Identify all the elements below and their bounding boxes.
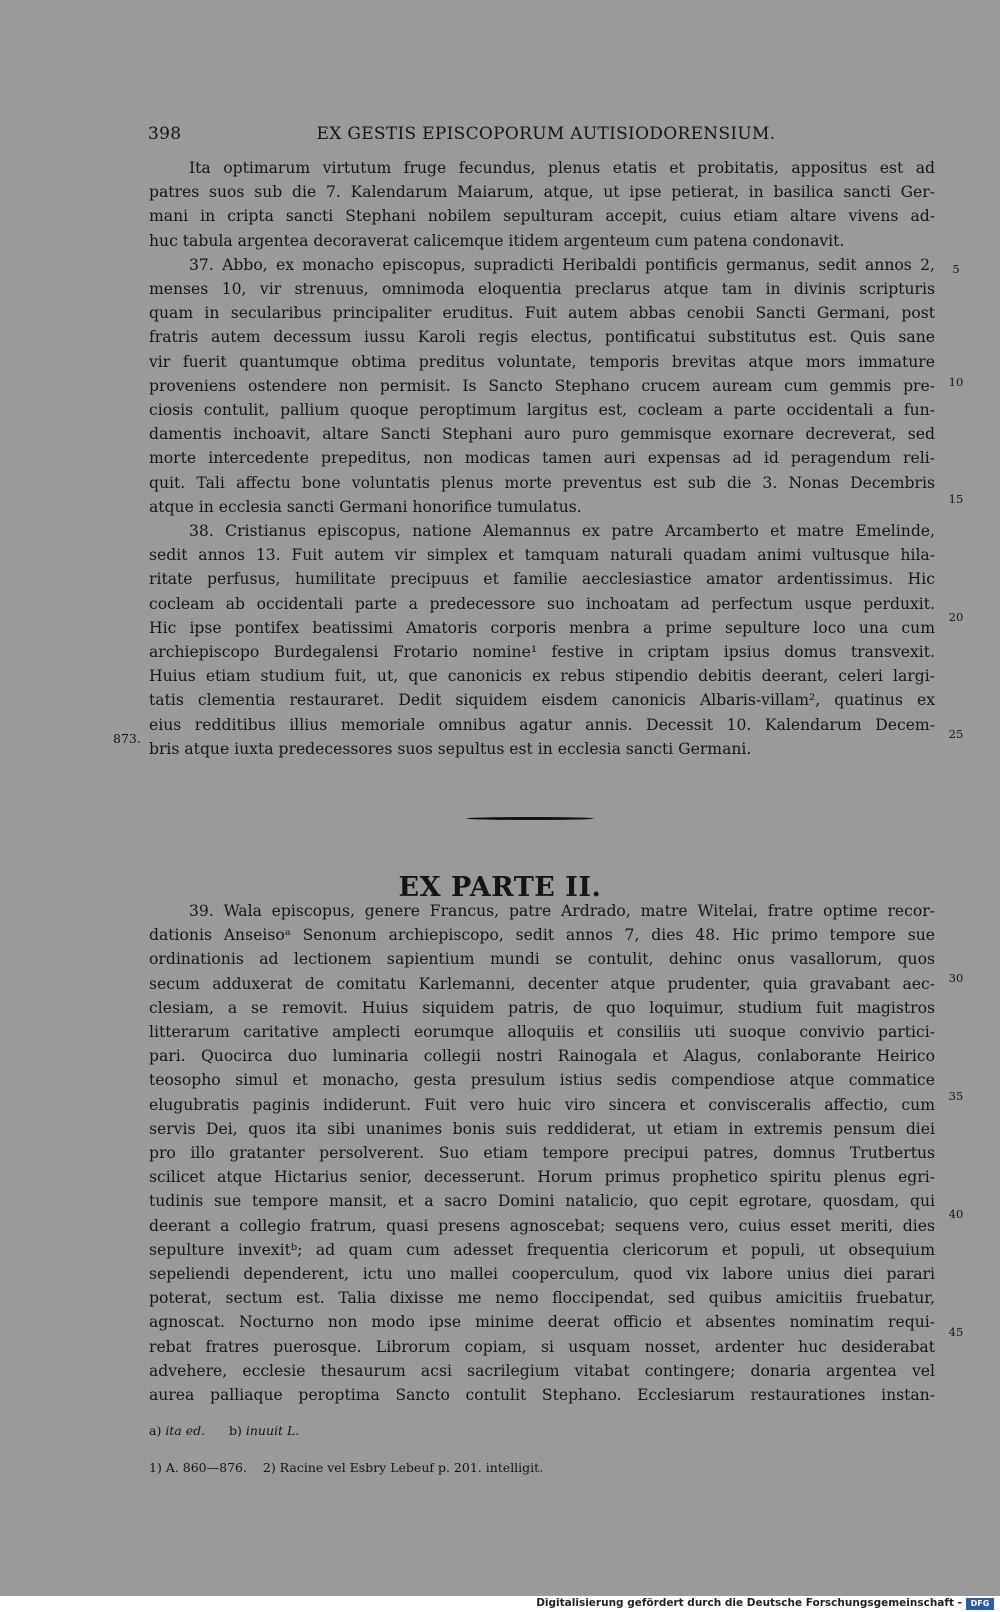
text-line: 37. Abbo, ex monacho episcopus, supradicti Heribaldi pontificis germanus, sedit annos 2, — [189, 255, 935, 274]
text-line: teosopho simul et monacho, gesta presulum istius sedis compendiose atque commatice — [149, 1071, 935, 1090]
line-number: 30 — [948, 971, 964, 985]
text-line: fratris autem decessum iussu Karoli regis electus, pontificatui substitutus est. Quis sane — [149, 328, 935, 347]
text-line: aurea palliaque peroptima Sancto contulit Stephano. Ecclesiarum restaurationes instan- — [149, 1386, 935, 1405]
text-line: patres suos sub die 7. Kalendarum Maiarum, atque, ut ipse petierat, in basilica sancti Ger- — [149, 183, 935, 202]
section-title: EX PARTE II. — [398, 872, 602, 903]
text-line: sepulture invexitᵇ; ad quam cum adesset frequentia clericorum et populi, ut obsequium — [149, 1240, 935, 1259]
footnotes-letters — [149, 1423, 299, 1438]
line-number: 25 — [948, 727, 964, 741]
text-line: Huius etiam studium fuit, ut, que canonicis ex rebus stipendio debitis deerant, celeri largi- — [149, 667, 935, 686]
credit-text: Digitalisierung gefördert durch die Deutsche Forschungsgemeinschaft - — [536, 1597, 962, 1609]
text-line: vir fuerit quantumque obtima preditus voluntate, temporis brevitas atque mors immature — [149, 352, 935, 371]
line-number: 15 — [948, 492, 964, 506]
line-number: 20 — [948, 610, 964, 624]
text-line: deerant a collegio fratrum, quasi presens agnoscebat; sequens vero, cuius esset meriti, dies — [149, 1216, 935, 1235]
text-line: dationis Anseisoᵃ Senonum archiepiscopo, sedit annos 7, dies 48. Hic primo tempore sue — [149, 926, 935, 945]
footnote-b-text: inuuit L. — [245, 1423, 300, 1438]
text-line: menses 10, vir strenuus, omnimoda eloquentia preclarus atque tam in divinis scripturis — [149, 280, 935, 299]
text-line: litterarum caritative amplecti eorumque alloquiis et consiliis uti suoque convivio partici- — [149, 1023, 935, 1042]
text-line: cocleam ab occidentali parte a predecessore suo inchoatam ad perfectum usque perduxit. — [149, 594, 935, 613]
section-divider — [466, 817, 594, 820]
text-line: tudinis sue tempore mansit, et a sacro Domini natalicio, quo cepit egrotare, quosdam, qui — [149, 1192, 935, 1211]
margin-date: 873. — [113, 731, 141, 746]
text-line: quit. Tali affectu bone voluntatis plenus morte preventus est sub die 3. Nonas Decembris — [149, 473, 935, 492]
text-line: poterat, sectum est. Talia dixisse me nemo floccipendat, sed quibus amicitiis fruebatur, — [149, 1289, 935, 1308]
text-line: sedit annos 13. Fuit autem vir simplex et tamquam naturali quadam animi vultusque hila- — [149, 546, 935, 565]
running-title: EX GESTIS EPISCOPORUM AUTISIODORENSIUM. — [316, 124, 776, 144]
text-line: tatis clementia restauraret. Dedit siquidem eisdem canonicis Albaris-villam², quatinus ex — [149, 691, 935, 710]
text-line: sepeliendi dependerent, ictu uno mallei cooperculum, quod vix labore unius diei parari — [149, 1265, 935, 1284]
line-number: 45 — [948, 1325, 964, 1339]
text-line: Hic ipse pontifex beatissimi Amatoris corporis menbra a prime sepulture loco una cum — [149, 618, 935, 637]
text-line: clesiam, a se removit. Huius siquidem patris, de quo loquimur, studium fuit magistros — [149, 998, 935, 1017]
text-line: ordinationis ad lectionem sapientium mundi se contulit, dehinc onus vasallorum, quos — [149, 950, 935, 969]
text-line: huc tabula argentea decoraverat calicemque itidem argenteum cum patena condonavit. — [149, 231, 845, 250]
line-number: 5 — [952, 262, 960, 276]
text-line: bris atque iuxta predecessores suos sepultus est in ecclesia sancti Germani. — [149, 739, 752, 758]
text-line: quam in secularibus principaliter eruditus. Fuit autem abbas cenobii Sancti Germani, post — [149, 304, 935, 323]
text-line: elugubratis paginis indiderunt. Fuit vero huic viro sincera et convisceralis affectio, cum — [149, 1095, 935, 1114]
text-line: advehere, ecclesie thesaurum acsi sacrilegium vitabat contingere; donaria argentea vel — [149, 1361, 935, 1380]
text-line: agnoscat. Nocturno non modo ipse minime deerat officio et absentes nominatim requi- — [149, 1313, 935, 1332]
text-line: scilicet atque Hictarius senior, decesserunt. Horum primus prophetico spiritu plenus egri- — [149, 1168, 935, 1187]
text-line: archiepiscopo Burdegalensi Frotario nomine¹ festive in criptam ipsius domus transvexit. — [149, 643, 935, 662]
text-line: eius redditibus illius memoriale omnibus agatur annis. Decessit 10. Kalendarum Decem- — [149, 715, 935, 734]
line-number: 35 — [948, 1089, 964, 1103]
footnote-a-marker: a) — [149, 1423, 166, 1438]
text-line: pro illo gratanter persolverent. Suo etiam tempore precipui patres, domnus Trutbertus — [149, 1144, 935, 1163]
footnotes-numbers: 1) A. 860—876. 2) Racine vel Esbry Lebeuf p. 201. intelligit. — [149, 1460, 544, 1475]
text-line: pari. Quocirca duo luminaria collegii nostri Rainogala et Alagus, conlaborante Heirico — [149, 1047, 935, 1066]
text-line: rebat fratres puerosque. Librorum copiam, si usquam nosset, ardenter huc desiderabat — [149, 1337, 935, 1356]
footnote-b-marker: b) — [228, 1423, 246, 1438]
text-line: ritate perfusus, humilitate precipuus et familie aecclesiastice amator ardentissimus. Hic — [149, 570, 935, 589]
dfg-logo: DFG — [966, 1598, 994, 1610]
text-line: ciosis contulit, pallium quoque peroptimum largitus est, cocleam a parte occidentali a fun- — [149, 401, 935, 420]
text-line: morte intercedente prepeditus, non modicas tamen auri expensas ad id peragendum reli- — [149, 449, 935, 468]
line-number: 10 — [948, 375, 964, 389]
credit-bar — [0, 1596, 1000, 1612]
text-line: 39. Wala episcopus, genere Francus, patre Ardrado, matre Witelai, fratre optime recor- — [189, 902, 935, 920]
line-number: 40 — [948, 1207, 964, 1221]
text-line: Ita optimarum virtutum fruge fecundus, plenus etatis et probitatis, appositus est ad — [189, 159, 935, 177]
text-line: proveniens ostendere non permisit. Is Sancto Stephano crucem auream cum gemmis pre- — [149, 376, 935, 395]
page-number: 398 — [148, 124, 182, 144]
text-line: damentis inchoavit, altare Sancti Stephani auro puro gemmisque exornare decreverat, sed — [149, 425, 935, 444]
text-line: 38. Cristianus episcopus, natione Alemannus ex patre Arcamberto et matre Emelinde, — [189, 522, 935, 541]
text-line: secum adduxerat de comitatu Karlemanni, decenter atque prudenter, quia gravabant aec- — [149, 974, 935, 993]
text-line: mani in cripta sancti Stephani nobilem sepulturam accepit, cuius etiam altare vivens ad- — [149, 207, 935, 226]
text-line: atque in ecclesia sancti Germani honorifice tumulatus. — [149, 497, 582, 516]
footnote-a-text: ita ed. — [165, 1423, 206, 1438]
text-line: servis Dei, quos ita sibi unanimes bonis suis reddiderat, ut etiam in extremis pensum diei — [149, 1119, 935, 1138]
part-two-text — [149, 899, 935, 1407]
part-one-text — [149, 156, 935, 761]
